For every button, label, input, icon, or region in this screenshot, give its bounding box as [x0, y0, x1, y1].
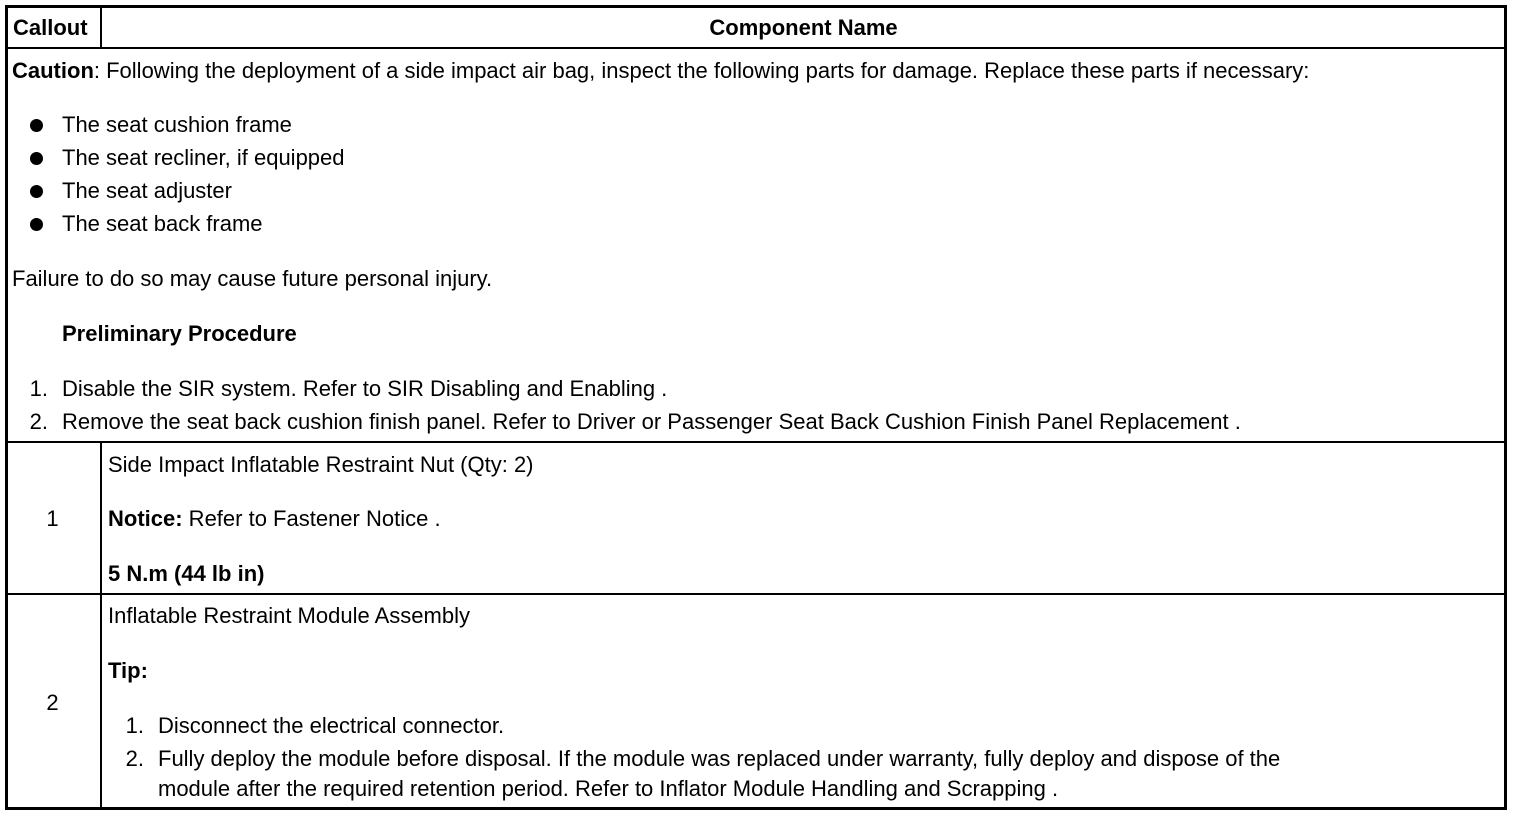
tip-step: Fully deploy the module before disposal. If the module was replaced under warranty, fully deploy and dispose of the [158, 746, 1281, 771]
component-name: Side Impact Inflatable Restraint Nut (Qty: 2) [108, 452, 534, 477]
row-callout: 1 [46, 506, 59, 531]
notice-text: Refer to Fastener Notice . [182, 506, 441, 531]
caution-text: : Following the deployment of a side impact air bag, inspect the following parts for damage. Replace these parts if necessary: [93, 58, 1310, 83]
step-number: 1. [29, 376, 48, 401]
caution-item: The seat cushion frame [62, 112, 292, 137]
row-divider [5, 593, 1507, 595]
caution-line [12, 60, 1309, 82]
preliminary-step: Remove the seat back cushion finish panel. Refer to Driver or Passenger Seat Back Cushion Finish Panel Replacement . [62, 409, 1241, 434]
row-divider [5, 441, 1507, 443]
bullet-icon [30, 119, 43, 132]
header-callout: Callout [13, 15, 88, 40]
caution-footer: Failure to do so may cause future personal injury. [12, 266, 493, 291]
column-divider [100, 441, 102, 810]
step-number: 1. [125, 713, 144, 738]
tip-label: Tip: [108, 658, 148, 683]
bullet-icon [30, 185, 43, 198]
torque-spec: 5 N.m (44 lb in) [108, 561, 265, 586]
step-number: 2. [125, 746, 144, 771]
row-callout: 2 [46, 690, 59, 715]
notice-label: Notice: [108, 506, 183, 531]
bullet-icon [30, 152, 43, 165]
preliminary-step: Disable the SIR system. Refer to SIR Disabling and Enabling . [62, 376, 668, 401]
notice-line [108, 508, 441, 530]
preliminary-title: Preliminary Procedure [62, 321, 297, 346]
caution-item: The seat adjuster [62, 178, 232, 203]
bullet-icon [30, 218, 43, 231]
caution-label: Caution [12, 58, 94, 83]
tip-step-continued: module after the required retention period. Refer to Inflator Module Handling and Scrapping . [158, 776, 1059, 801]
header-component-name: Component Name [709, 15, 898, 40]
step-number: 2. [29, 409, 48, 434]
header-divider [5, 47, 1507, 49]
caution-item: The seat back frame [62, 211, 263, 236]
caution-item: The seat recliner, if equipped [62, 145, 345, 170]
tip-step: Disconnect the electrical connector. [158, 713, 505, 738]
component-name: Inflatable Restraint Module Assembly [108, 603, 470, 628]
